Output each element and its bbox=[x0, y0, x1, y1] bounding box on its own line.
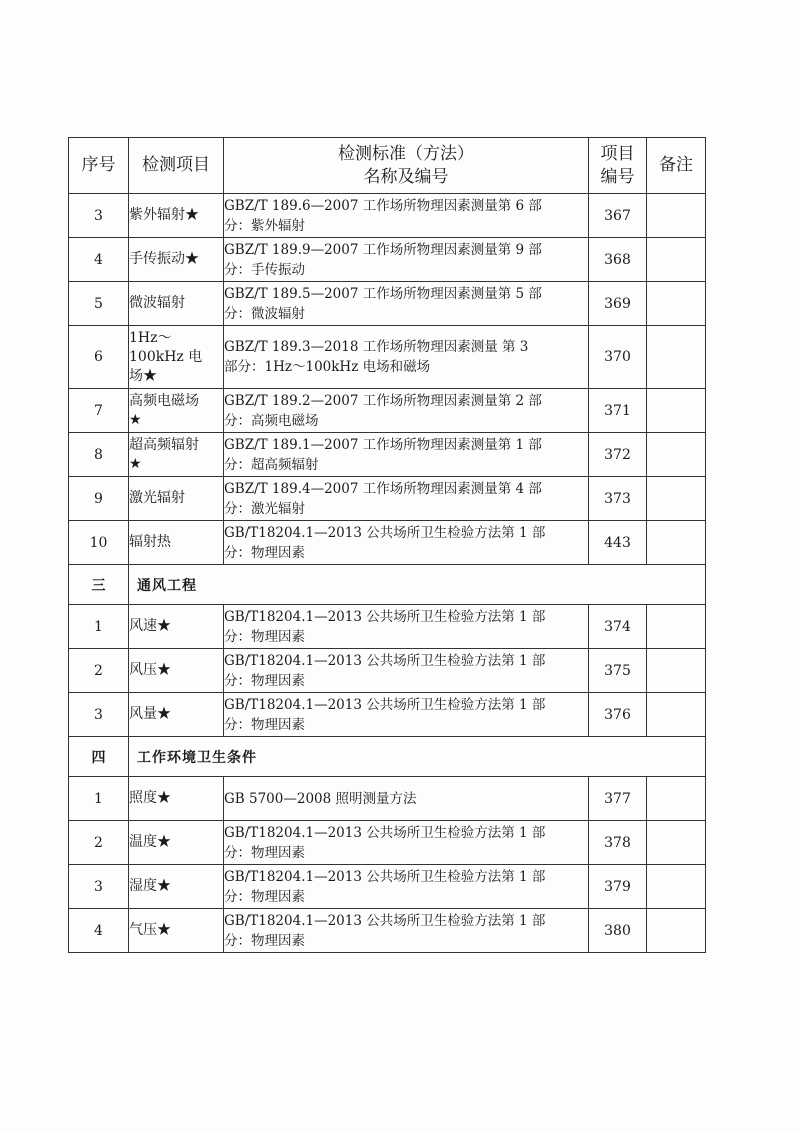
standard-method-line: GBZ/T 189.6—2007 工作场所物理因素测量第 6 部 bbox=[224, 197, 542, 214]
remark-cell bbox=[647, 649, 706, 693]
table-row bbox=[69, 433, 706, 477]
remark-cell bbox=[647, 521, 706, 565]
item-code: 379 bbox=[589, 865, 647, 909]
test-item-line: 风压★ bbox=[129, 662, 171, 678]
standard-method-line: GBZ/T 189.4—2007 工作场所物理因素测量第 4 部 bbox=[224, 480, 542, 497]
standard-method-line: 分：紫外辐射 bbox=[224, 217, 305, 234]
standard-method-line: GB/T18204.1—2013 公共场所卫生检验方法第 1 部 bbox=[224, 824, 546, 841]
test-item-line: ★ bbox=[129, 411, 142, 428]
item-code: 376 bbox=[589, 693, 647, 737]
section-index: 三 bbox=[69, 565, 129, 605]
table-row bbox=[69, 605, 706, 649]
test-item-line: 湿度★ bbox=[129, 878, 171, 894]
standard-method-line: 分：物理因素 bbox=[224, 672, 305, 689]
standards-table bbox=[68, 137, 706, 953]
standard-method bbox=[224, 777, 589, 821]
standard-method bbox=[224, 238, 589, 282]
test-item-line: 照度★ bbox=[129, 790, 171, 806]
standard-method-line: 分：物理因素 bbox=[224, 544, 305, 561]
standard-method bbox=[224, 433, 589, 477]
row-index: 7 bbox=[69, 389, 129, 433]
table-row bbox=[69, 282, 706, 326]
row-index: 8 bbox=[69, 433, 129, 477]
remark-cell bbox=[647, 693, 706, 737]
remark-cell bbox=[647, 777, 706, 821]
standard-method-line: GB/T18204.1—2013 公共场所卫生检验方法第 1 部 bbox=[224, 696, 546, 713]
table-row bbox=[69, 521, 706, 565]
item-code: 373 bbox=[589, 477, 647, 521]
table-row bbox=[69, 326, 706, 389]
row-index: 1 bbox=[69, 777, 129, 821]
header-code bbox=[589, 138, 647, 194]
standard-method-line: 分：物理因素 bbox=[224, 932, 305, 949]
test-item-line: 场★ bbox=[129, 367, 157, 384]
test-item-line: 手传振动★ bbox=[129, 251, 199, 267]
standard-method-line: GBZ/T 189.3—2018 工作场所物理因素测量 第 3 bbox=[224, 339, 529, 355]
row-index: 5 bbox=[69, 282, 129, 326]
item-code: 380 bbox=[589, 909, 647, 953]
section-index: 四 bbox=[69, 737, 129, 777]
standard-method-line: GB/T18204.1—2013 公共场所卫生检验方法第 1 部 bbox=[224, 608, 546, 625]
remark-cell bbox=[647, 389, 706, 433]
standard-method bbox=[224, 649, 589, 693]
test-item bbox=[129, 194, 224, 238]
standard-method-line: GB 5700—2008 照明测量方法 bbox=[224, 790, 417, 807]
remark-cell bbox=[647, 821, 706, 865]
standard-method-line: 分：激光辐射 bbox=[224, 500, 305, 517]
standard-method bbox=[224, 326, 589, 389]
test-item bbox=[129, 433, 224, 477]
row-index: 3 bbox=[69, 865, 129, 909]
table-row bbox=[69, 821, 706, 865]
header-remark: 备注 bbox=[647, 138, 706, 194]
remark-cell bbox=[647, 433, 706, 477]
row-index: 4 bbox=[69, 238, 129, 282]
standard-method-line: GB/T18204.1—2013 公共场所卫生检验方法第 1 部 bbox=[224, 524, 546, 541]
standard-method bbox=[224, 477, 589, 521]
item-code: 371 bbox=[589, 389, 647, 433]
row-index: 10 bbox=[69, 521, 129, 565]
test-item-line: 激光辐射 bbox=[129, 490, 185, 506]
standard-method bbox=[224, 909, 589, 953]
test-item-line: 100kHz 电 bbox=[129, 348, 203, 365]
item-code: 367 bbox=[589, 194, 647, 238]
section-row bbox=[69, 565, 706, 605]
test-item-line: 高频电磁场 bbox=[129, 392, 199, 409]
remark-cell bbox=[647, 477, 706, 521]
standard-method-line: 分：物理因素 bbox=[224, 844, 305, 861]
item-code: 370 bbox=[589, 326, 647, 389]
row-index: 6 bbox=[69, 326, 129, 389]
test-item-line: 紫外辐射★ bbox=[129, 207, 199, 223]
item-code: 378 bbox=[589, 821, 647, 865]
test-item-line: 辐射热 bbox=[129, 534, 171, 550]
test-item-line: 1Hz～ bbox=[129, 329, 172, 346]
standard-method-line: 分：微波辐射 bbox=[224, 305, 305, 322]
table-row bbox=[69, 238, 706, 282]
test-item bbox=[129, 238, 224, 282]
table-row bbox=[69, 389, 706, 433]
header-item: 检测项目 bbox=[129, 138, 224, 194]
header-index: 序号 bbox=[69, 138, 129, 194]
item-code: 377 bbox=[589, 777, 647, 821]
section-title: 工作环境卫生条件 bbox=[129, 737, 706, 777]
table-row bbox=[69, 865, 706, 909]
item-code: 369 bbox=[589, 282, 647, 326]
test-item-line: ★ bbox=[129, 455, 142, 472]
remark-cell bbox=[647, 605, 706, 649]
test-item-line: 温度★ bbox=[129, 834, 171, 850]
test-item-line: 超高频辐射 bbox=[129, 436, 199, 453]
standard-method bbox=[224, 865, 589, 909]
remark-cell bbox=[647, 865, 706, 909]
standard-method-line: 分：物理因素 bbox=[224, 888, 305, 905]
standard-method-line: GBZ/T 189.1—2007 工作场所物理因素测量第 1 部 bbox=[224, 436, 542, 453]
test-item bbox=[129, 389, 224, 433]
table-row bbox=[69, 777, 706, 821]
test-item bbox=[129, 865, 224, 909]
standard-method-line: 分：高频电磁场 bbox=[224, 412, 319, 429]
header-method-line: 名称及编号 bbox=[363, 166, 449, 187]
item-code: 372 bbox=[589, 433, 647, 477]
standard-method bbox=[224, 605, 589, 649]
standard-method-line: 分：手传振动 bbox=[224, 261, 305, 278]
test-item bbox=[129, 693, 224, 737]
table-row bbox=[69, 649, 706, 693]
table-row bbox=[69, 693, 706, 737]
test-item bbox=[129, 821, 224, 865]
standard-method bbox=[224, 194, 589, 238]
standard-method-line: 分：物理因素 bbox=[224, 628, 305, 645]
row-index: 2 bbox=[69, 649, 129, 693]
test-item-line: 风量★ bbox=[129, 706, 171, 722]
standard-method-line: 部分：1Hz～100kHz 电场和磁场 bbox=[224, 359, 431, 375]
item-code: 443 bbox=[589, 521, 647, 565]
item-code: 368 bbox=[589, 238, 647, 282]
header-method bbox=[224, 138, 589, 194]
item-code: 374 bbox=[589, 605, 647, 649]
standard-method bbox=[224, 282, 589, 326]
test-item-line: 风速★ bbox=[129, 618, 171, 634]
standard-method-line: GBZ/T 189.2—2007 工作场所物理因素测量第 2 部 bbox=[224, 392, 542, 409]
standard-method-line: GBZ/T 189.5—2007 工作场所物理因素测量第 5 部 bbox=[224, 285, 542, 302]
header-method-line: 检测标准（方法） bbox=[338, 143, 474, 164]
header-row bbox=[69, 138, 706, 194]
test-item bbox=[129, 777, 224, 821]
section-row bbox=[69, 737, 706, 777]
table-row bbox=[69, 909, 706, 953]
header-code-line: 项目 bbox=[600, 143, 635, 164]
test-item-line: 微波辐射 bbox=[129, 295, 185, 311]
test-item bbox=[129, 477, 224, 521]
row-index: 3 bbox=[69, 194, 129, 238]
standard-method bbox=[224, 389, 589, 433]
test-item bbox=[129, 521, 224, 565]
remark-cell bbox=[647, 238, 706, 282]
section-title: 通风工程 bbox=[129, 565, 706, 605]
row-index: 4 bbox=[69, 909, 129, 953]
remark-cell bbox=[647, 909, 706, 953]
remark-cell bbox=[647, 282, 706, 326]
standard-method-line: GB/T18204.1—2013 公共场所卫生检验方法第 1 部 bbox=[224, 912, 546, 929]
standard-method-line: GB/T18204.1—2013 公共场所卫生检验方法第 1 部 bbox=[224, 868, 546, 885]
test-item bbox=[129, 649, 224, 693]
standard-method bbox=[224, 521, 589, 565]
standard-method-line: 分：物理因素 bbox=[224, 716, 305, 733]
test-item bbox=[129, 909, 224, 953]
standard-method-line: GB/T18204.1—2013 公共场所卫生检验方法第 1 部 bbox=[224, 652, 546, 669]
table-row bbox=[69, 194, 706, 238]
standard-method bbox=[224, 821, 589, 865]
remark-cell bbox=[647, 194, 706, 238]
standard-method-line: GBZ/T 189.9—2007 工作场所物理因素测量第 9 部 bbox=[224, 241, 542, 258]
standard-method bbox=[224, 693, 589, 737]
test-item bbox=[129, 326, 224, 389]
row-index: 9 bbox=[69, 477, 129, 521]
test-item bbox=[129, 282, 224, 326]
row-index: 2 bbox=[69, 821, 129, 865]
item-code: 375 bbox=[589, 649, 647, 693]
standard-method-line: 分：超高频辐射 bbox=[224, 456, 319, 473]
row-index: 3 bbox=[69, 693, 129, 737]
test-item-line: 气压★ bbox=[129, 922, 171, 938]
test-item bbox=[129, 605, 224, 649]
remark-cell bbox=[647, 326, 706, 389]
table-row bbox=[69, 477, 706, 521]
header-code-line: 编号 bbox=[600, 166, 635, 187]
row-index: 1 bbox=[69, 605, 129, 649]
